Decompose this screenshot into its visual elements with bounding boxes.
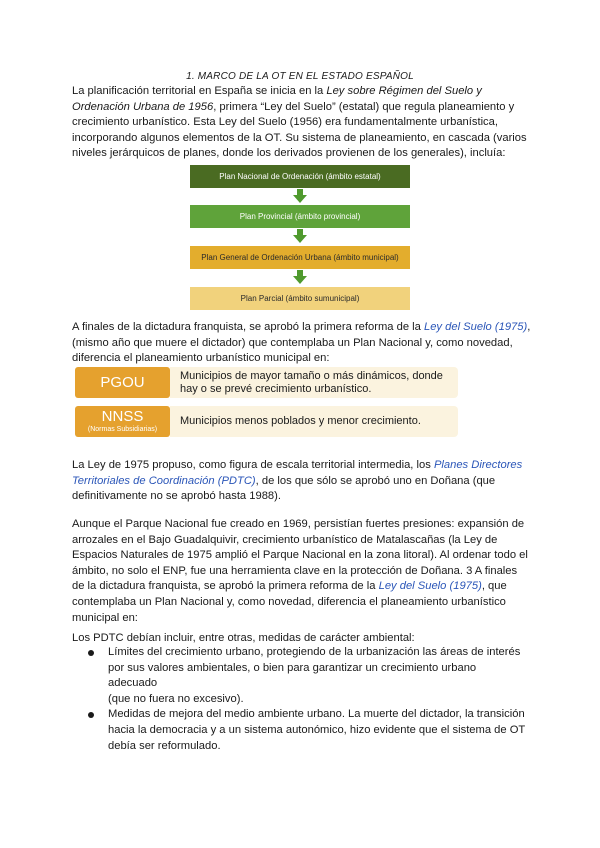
down-arrow-icon (293, 270, 307, 284)
down-arrow-icon (293, 229, 307, 243)
reform-1975-paragraph: A finales de la dictadura franquista, se aprobó la primera reforma de la Ley del Suelo (1975), (mismo año que muere el dictador) que contemplaba un Plan Nacional y, como novedad, diferencia el planeamiento urbanístico municipal en: (72, 321, 531, 365)
flow-box-plan-parcial: Plan Parcial (ámbito sumunicipal) (190, 287, 410, 310)
planning-cascade-diagram (190, 165, 410, 315)
bullet-icon (88, 712, 94, 718)
pdtc-link[interactable]: Planes Directores (433, 459, 523, 471)
down-arrow-icon (293, 189, 307, 203)
list-item: Medidas de mejora del medio ambiente urbano. La muerte del dictador, la transición hacia la democracia y a un sistema autonómico, hizo evidente que el sistema de OT debía ser reformulado. (88, 707, 528, 754)
list-item: Límites del crecimiento urbano, protegiendo de la urbanización las áreas de interés por sus valores ambientales, o bien para garantizar un crecimiento urbano adecuado (que no fuera no excesivo). (88, 645, 528, 707)
section-title: 1. MARCO DE LA OT EN EL ESTADO ESPAÑOL (186, 71, 414, 82)
flow-box-plan-general: Plan General de Ordenación Urbana (ámbito municipal) (190, 246, 410, 269)
plan-row-nnss (75, 406, 458, 437)
flow-box-plan-nacional: Plan Nacional de Ordenación (ámbito estatal) (190, 165, 410, 188)
intro-line: crecimiento urbanístico. Esta Ley del Suelo (1956) era fundamentalmente urbanística, (72, 116, 498, 129)
pgou-description: Municipios de mayor tamaño o más dinámicos, donde hay o se prevé crecimiento urbanístico. (170, 367, 458, 398)
ley-suelo-1975-link-2[interactable]: Ley del Suelo (1975) (378, 580, 482, 593)
intro-paragraph (72, 84, 532, 162)
pdtc-paragraph: La Ley de 1975 propuso, como figura de escala territorial intermedia, los Planes Directores Territoriales de Coordinación (PDTC), de los que sólo se aprobó uno en Doñana (que definitivamente no se aprobó hasta 1988). (72, 459, 523, 503)
intro-text-cont: , primera “Ley del Suelo” (estatal) que regula planeamiento y (213, 100, 515, 113)
intro-text: La planificación territorial en España se inicia en la (72, 85, 327, 97)
bullet-icon (88, 650, 94, 656)
measures-list (88, 645, 528, 754)
law-1956-title-cont: Ordenación Urbana de 1956 (72, 100, 214, 113)
plan-row-pgou (75, 367, 458, 398)
pgou-tag: PGOU (75, 367, 170, 398)
flow-box-plan-provincial: Plan Provincial (ámbito provincial) (190, 205, 410, 228)
ley-suelo-1975-link[interactable]: Ley del Suelo (1975) (423, 321, 528, 333)
intro-line: niveles jerárquicos de planes, donde los derivados provienen de los generales), incluía: (72, 147, 506, 160)
nnss-description: Municipios menos poblados y menor crecimiento. (170, 406, 458, 437)
pdtc-measures-intro: Los PDTC debían incluir, entre otras, medidas de carácter ambiental: (72, 632, 415, 644)
intro-line: incorporando algunos elementos de la OT. Su sistema de planeamiento, en cascada (varios (72, 131, 527, 144)
nnss-tag: NNSS (Normas Subsidiarias) (75, 406, 170, 437)
donana-paragraph: Aunque el Parque Nacional fue creado en 1969, persistían fuertes presiones: expansión de arrozales en el Bajo Guadalquivir, crecimiento urbanístico de Matalascañas (la Ley de Espacios Naturales de 1975 amplió el Parque Nacional en la zona litoral). Al ordenar todo el ámbito, no solo el ENP, fue una herramienta clave en la protección de Doñana. 3 A finales de la dictadura franquista, se aprobó la primera reforma de la Ley del Suelo (1975), que contemplaba un Plan Nacional y, como novedad, diferencia el planeamiento urbanístico municipal en: (72, 518, 528, 624)
law-1956-title: Ley sobre Régimen del Suelo y (326, 85, 482, 97)
pdtc-link-cont[interactable]: Territoriales de Coordinación (PDTC) (72, 474, 256, 487)
